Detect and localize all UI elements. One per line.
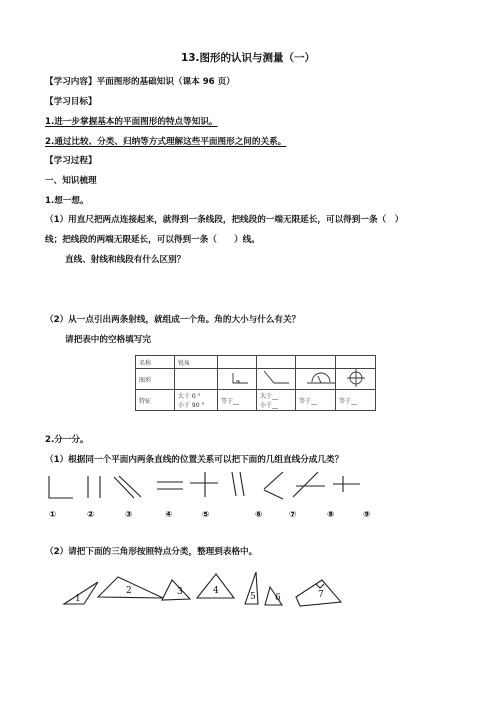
round-feature[interactable]: 等于__ xyxy=(336,390,376,411)
process-label: 【学习过程】 xyxy=(45,156,97,166)
table-header-name: 名称 xyxy=(136,356,175,369)
triangle-label-2: 2 xyxy=(126,586,132,596)
obtuse-feature-cell[interactable] xyxy=(257,390,296,411)
right-figure-cell xyxy=(218,369,257,390)
question-1-line-1: （1）用直尺把两点连接起来，就得到一条线段，把线段的一端无限延长，可以得到一条（ ） xyxy=(45,215,404,225)
goal-item-2: 2.通过比较、分类、归纳等方式理解这些平面图形之间的关系。 xyxy=(45,137,287,147)
triangle-label-1: 1 xyxy=(75,594,81,604)
study-content xyxy=(45,76,235,88)
obtuse-feature-1: 大于__ xyxy=(260,393,279,400)
table-header-straight[interactable] xyxy=(296,356,336,369)
think-heading: 1.想一想。 xyxy=(45,196,89,206)
circled-number-8: ⑧ xyxy=(327,510,335,520)
table-row-label-figure: 图形 xyxy=(136,369,175,390)
page-title: 13.图形的认识与测量（一） xyxy=(180,52,316,64)
circled-number-6: ⑥ xyxy=(255,510,263,520)
circled-number-4: ④ xyxy=(165,510,173,520)
triangle-6 xyxy=(265,587,282,605)
triangle-label-7: 7 xyxy=(318,590,324,600)
study-content-label: 【学习内容】 xyxy=(45,77,97,87)
acute-feature-1: 大于 0 ° xyxy=(178,393,201,400)
triangle-1 xyxy=(64,582,98,604)
triangle-label-3: 3 xyxy=(177,587,183,597)
line-group-6 xyxy=(232,472,244,496)
obtuse-feature-2: 小于__ xyxy=(260,402,279,409)
line-group-1 xyxy=(49,476,73,498)
goals-label: 【学习目标】 xyxy=(45,97,97,107)
round-figure-cell xyxy=(336,369,376,390)
goal-item-1: 1.进一步掌握基本的平面图形的特点等知识。 xyxy=(45,117,218,127)
line-group-8 xyxy=(293,472,325,497)
line-group-5 xyxy=(190,472,218,497)
acute-feature-cell xyxy=(175,390,218,411)
angle-table xyxy=(135,355,376,411)
acute-feature-2: 小于 90 ° xyxy=(178,402,205,409)
line-group-7 xyxy=(264,472,283,499)
circled-number-7: ⑦ xyxy=(289,510,297,520)
circled-number-5: ⑤ xyxy=(202,510,210,520)
line-group-2 xyxy=(88,476,100,498)
triangle-label-6: 6 xyxy=(275,593,281,603)
study-content-text: 平面图形的基础知识（课本 96 页） xyxy=(96,77,235,87)
table-row-label-feature: 特征 xyxy=(136,390,175,411)
line-group-9 xyxy=(333,476,360,492)
triangle-label-5: 5 xyxy=(250,592,256,602)
line-group-4 xyxy=(157,482,183,489)
acute-figure-cell xyxy=(175,369,218,390)
question-1-line-2: 线；把线段的两端无限延长，可以得到一条（ ）线。 xyxy=(45,235,260,245)
triangle-4 xyxy=(197,574,234,598)
circled-number-9: ⑨ xyxy=(363,510,371,520)
classify-question-2: （2）请把下面的三角形按照特点分类，整理到表格中。 xyxy=(45,547,258,557)
triangle-2 xyxy=(98,577,163,598)
section-heading: 一、知识梳理 xyxy=(45,176,97,186)
triangle-7 xyxy=(296,580,341,606)
table-header-round[interactable] xyxy=(336,356,376,369)
question-2: （2）从一点引出两条射线，就组成一个角。角的大小与什么有关？ xyxy=(45,315,301,325)
triangle-label-4: 4 xyxy=(213,586,219,596)
triangle-5 xyxy=(245,572,258,604)
straight-figure-cell xyxy=(296,369,336,390)
table-header-obtuse[interactable] xyxy=(257,356,296,369)
table-header-acute: 锐角 xyxy=(175,356,218,369)
straight-feature[interactable]: 等于__ xyxy=(296,390,336,411)
circled-number-3: ③ xyxy=(125,510,133,520)
line-group-3 xyxy=(114,476,141,498)
circled-number-1: ① xyxy=(49,510,57,520)
obtuse-figure-cell xyxy=(257,369,296,390)
right-feature[interactable]: 等于__ xyxy=(218,390,257,411)
table-header-right[interactable] xyxy=(218,356,257,369)
question-1-prompt: 直线、射线和线段有什么区别？ xyxy=(65,255,186,265)
triangle-3 xyxy=(162,580,190,600)
question-2-instruction: 请把表中的空格填写完 xyxy=(65,335,151,345)
classify-heading: 2.分一分。 xyxy=(45,435,89,445)
classify-question-1: （1）根据同一个平面内两条直线的位置关系可以把下面的几组直线分成几类？ xyxy=(45,455,344,465)
circled-number-2: ② xyxy=(87,510,95,520)
